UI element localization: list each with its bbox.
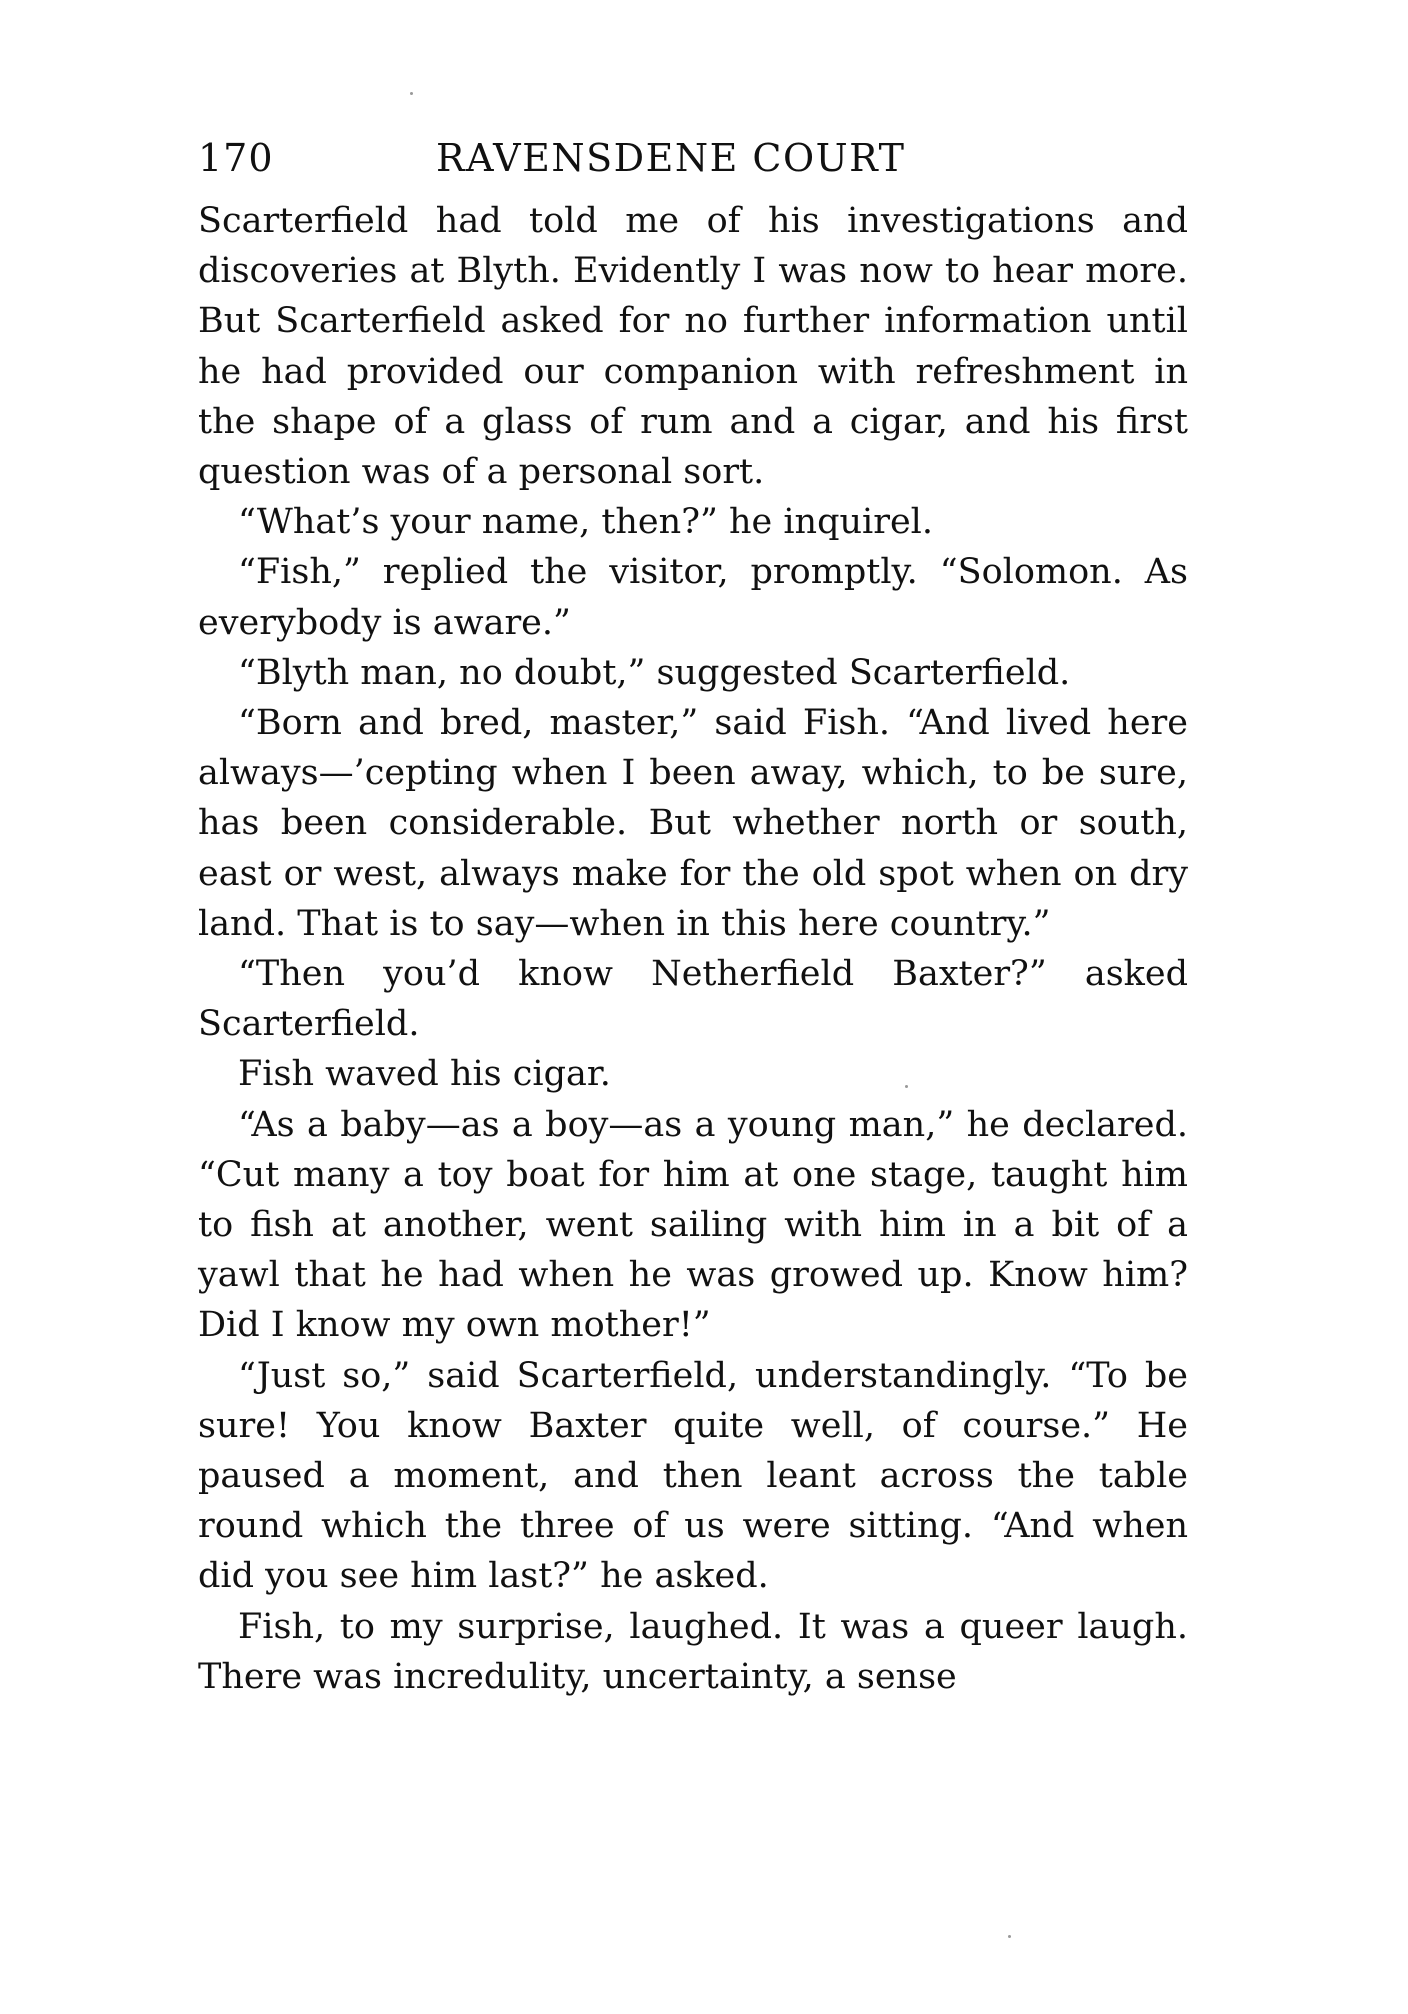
paragraph: “Just so,” said Scarterfield, understandingly. “To be sure! You know Baxter quite well, of course.” He paused a moment, and then leant across the table round which the three of us were sitting. “And when did you see him last?” he asked. xyxy=(198,1355,1188,1597)
paragraph: Fish, to my surprise, laughed. It was a queer laugh. There was incredulity, uncertainty, a sense xyxy=(198,1606,1188,1697)
paragraph: Fish waved his cigar. xyxy=(238,1054,611,1095)
page-header xyxy=(198,128,1198,188)
paragraph: “Blyth man, no doubt,” suggested Scarterfield. xyxy=(238,652,1071,693)
paragraph: “Born and bred, master,” said Fish. “And lived here always—’cepting when I been away, which, to be sure, has been considerable. But whether north or south, east or west, always make for the old spot when on dry land. That is to say—when in this here country.” xyxy=(198,703,1188,944)
paragraph: “Then you’d know Netherfield Baxter?” asked Scarterfield. xyxy=(198,954,1188,1045)
paper-speck xyxy=(905,1085,908,1088)
paper-speck xyxy=(410,92,413,95)
paper-speck xyxy=(1008,1935,1011,1938)
page-number: 170 xyxy=(198,136,274,180)
paragraph: Scarterfield had told me of his investigations and discoveries at Blyth. Evidently I was now to hear more. But Scarterfield asked for no further information until he had provided our companion with refreshment in the shape of a glass of rum and a cigar, and his first question was of a personal sort. xyxy=(198,201,1188,493)
paragraph: “What’s your name, then?” he inquirel. xyxy=(238,502,933,543)
paragraph: “As a baby—as a boy—as a young man,” he declared. “Cut many a toy boat for him at one stage, taught him to fish at another, went sailing with him in a bit of a yawl that he had when he was growed up. Know him? Did I know my own mother!” xyxy=(198,1104,1188,1346)
paragraph: “Fish,” replied the visitor, promptly. “Solomon. As everybody is aware.” xyxy=(198,552,1188,643)
running-title: RAVENSDENE COURT xyxy=(436,136,906,180)
body-text xyxy=(198,196,1188,1702)
